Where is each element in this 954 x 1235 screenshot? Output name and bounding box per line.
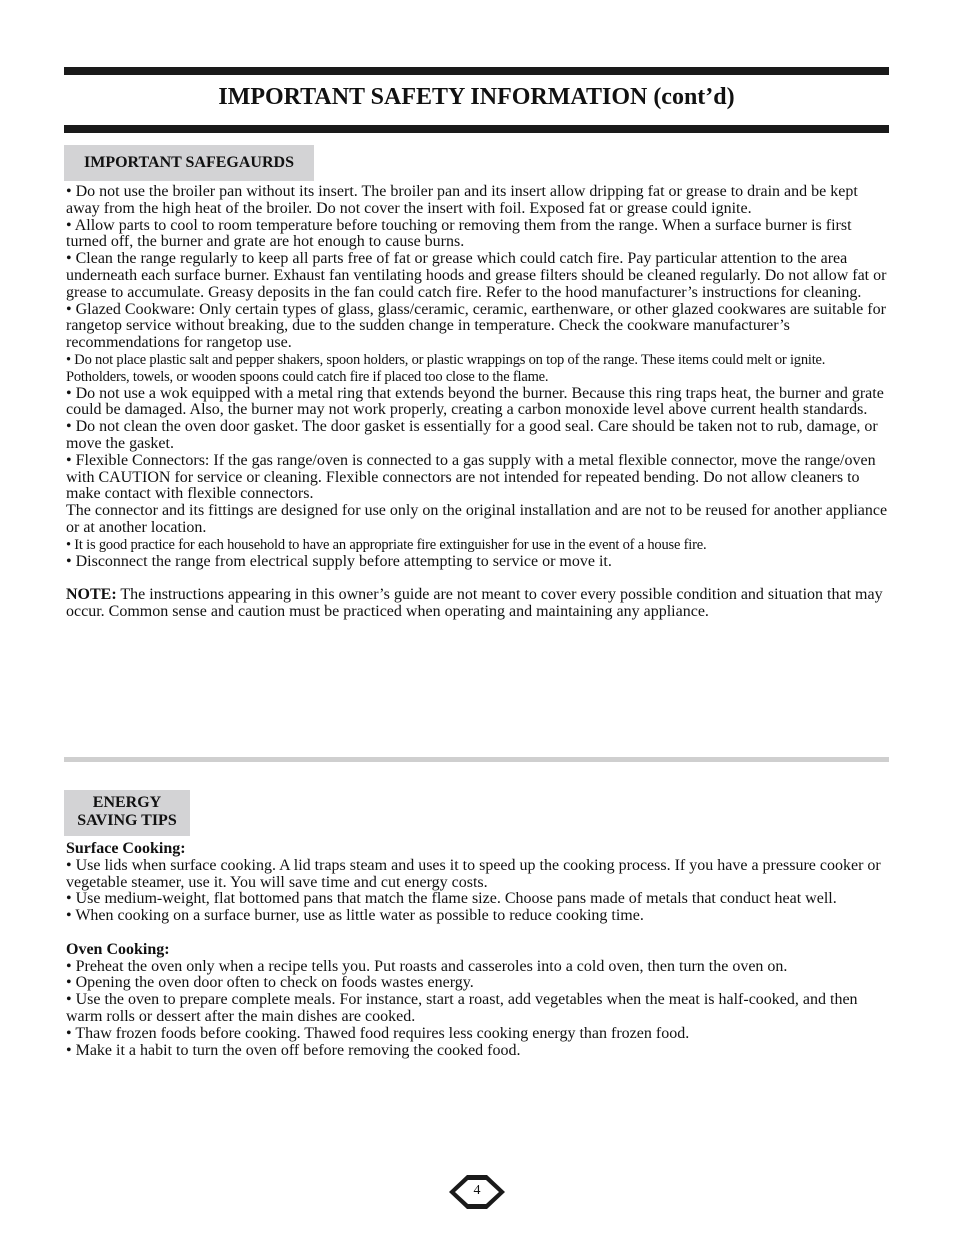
- surface-heading-text: Surface Cooking:: [66, 840, 186, 857]
- safeguard-item: • It is good practice for each household to have an appropriate fire extinguisher for use in the event of a house fire.: [66, 536, 707, 553]
- safeguard-item: The connector and its fittings are designed for use only on the original installation and are not to be reused for another appliance or at another location.: [66, 502, 888, 536]
- spacer: [66, 570, 888, 587]
- oven-item: • Use the oven to prepare complete meals. For instance, start a roast, add vegetables when the meat is half-cooked, and then warm rolls or dessert after the main dishes are cooked.: [66, 991, 858, 1025]
- energy-label-line1: ENERGY: [92, 794, 162, 811]
- note-label: NOTE:: [66, 586, 117, 604]
- safeguard-item: • Allow parts to cool to room temperature before touching or removing them from the range. When a surface burner is first turned off, the burner and grate are hot enough to cause burns.: [66, 216, 852, 251]
- page-number: 4: [473, 1183, 481, 1198]
- safeguard-item: • Flexible Connectors: If the gas range/oven is connected to a gas supply with a metal flexible connector, move the range/oven with CAUTION for service or cleaning. Flexible connectors are not intended for repeated bending. Do not allow cleaners to make contact with flexible connectors.: [66, 451, 876, 503]
- section-divider: [64, 757, 889, 762]
- energy-body: [66, 841, 888, 1059]
- oven-heading-text: Oven Cooking:: [66, 940, 170, 958]
- energy-label-line2: SAVING TIPS: [77, 812, 177, 829]
- energy-label: [64, 790, 190, 836]
- safeguards-label: IMPORTANT SAFEGAURDS: [64, 145, 314, 181]
- oven-item: • Thaw frozen foods before cooking. Thawed food requires less cooking energy than frozen food.: [66, 1024, 690, 1042]
- title-bottom-rule: [64, 125, 889, 133]
- top-rule: [64, 67, 889, 75]
- safeguard-item: • Clean the range regularly to keep all parts free of fat or grease which could catch fire. Pay particular attention to the area underneath each surface burner. Exhaust fan ventilating hoods and grease filters should be cleaned regularly. Do not allow fat or grease to accumulate. Greasy deposits in the fan could catch fire. Refer to the hood manufacturer’s instructions for cleaning.: [66, 250, 887, 301]
- safeguard-item: • Disconnect the range from electrical supply before attempting to service or move it.: [66, 552, 612, 570]
- safeguards-body: [66, 184, 888, 621]
- surface-item: • Use medium-weight, flat bottomed pans that match the flame size. Choose pans made of metals that conduct heat well.: [66, 890, 837, 908]
- safeguard-item: • Do not clean the oven door gasket. The door gasket is essentially for a good seal. Care should be taken not to rub, damage, or move the gasket.: [66, 418, 878, 452]
- oven-heading: [66, 942, 888, 959]
- spacer: [66, 925, 888, 942]
- safeguard-item: • Do not place plastic salt and pepper shakers, spoon holders, or plastic wrappings on top of the range. These items could melt or ignite. Potholders, towels, or wooden spoons could catch fire if placed too close to the flame.: [66, 351, 826, 385]
- page-title: IMPORTANT SAFETY INFORMATION (cont’d): [218, 84, 735, 110]
- safeguard-item: • Do not use a wok equipped with a metal ring that extends beyond the burner. Because this ring traps heat, the burner and grate could be damaged. Also, the burner may not work properly, creating a carbon monoxide level above current health standards.: [66, 384, 884, 419]
- safeguards-note: [66, 587, 888, 621]
- surface-heading: [66, 841, 888, 858]
- safeguard-item: • Glazed Cookware: Only certain types of glass, glass/ceramic, ceramic, earthenware, or other glazed cookwares are suitable for rangetop service without breaking, due to the sudden change in temperature. Check the cookware manufacturer’s recommendations for rangetop use.: [66, 300, 886, 352]
- oven-item: • Make it a habit to turn the oven off before removing the cooked food.: [66, 1041, 521, 1059]
- oven-item: • Opening the oven door often to check on foods wastes energy.: [66, 974, 474, 992]
- oven-item: • Preheat the oven only when a recipe tells you. Put roasts and casseroles into a cold oven, then turn the oven on.: [66, 957, 788, 975]
- surface-item: • When cooking on a surface burner, use as little water as possible to reduce cooking time.: [66, 907, 644, 925]
- surface-item: • Use lids when surface cooking. A lid traps steam and uses it to speed up the cooking process. If you have a pressure cooker or vegetable steamer, use it. You will save time and cut energy costs.: [66, 856, 881, 891]
- safeguard-item: • Do not use the broiler pan without its insert. The broiler pan and its insert allow dripping fat or grease to drain and be kept away from the high heat of the broiler. Do not cover the insert with foil. Exposed fat or grease could ignite.: [66, 183, 858, 217]
- note-text: The instructions appearing in this owner’s guide are not meant to cover every possible condition and situation that may occur. Common sense and caution must be practiced when operating and maintaining any appliance.: [66, 586, 883, 620]
